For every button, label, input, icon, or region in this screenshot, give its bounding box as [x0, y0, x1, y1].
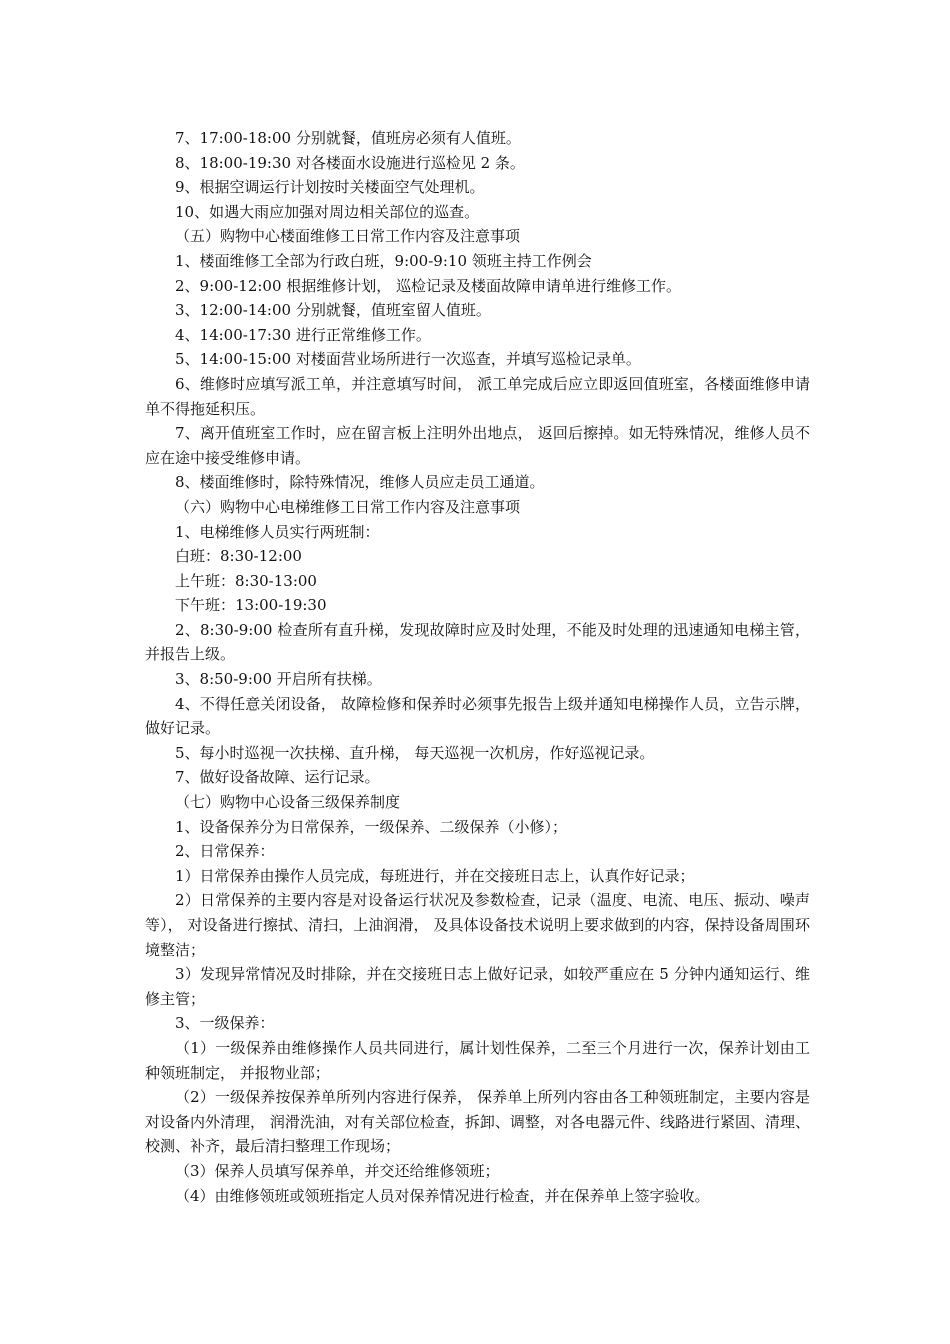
paragraph: 1）日常保养由操作人员完成，每班进行，并在交接班日志上，认真作好记录；: [175, 866, 695, 885]
paragraph: （2）一级保养按保养单所列内容进行保养， 保养单上所列内容由各工种领班制定，主要内容是对设备内外清理， 润滑洗油，对有关部位检查，拆卸、调整，对各电器元件、线路进行紧固、清理、校测、补齐，最后清扫整理工作现场；: [145, 1088, 810, 1156]
paragraph: 1、电梯维修人员实行两班制：: [175, 522, 380, 541]
paragraph: 3、一级保养：: [175, 1014, 275, 1033]
document-body: [145, 126, 810, 1208]
paragraph: 2、8:30-9:00 检查所有直升梯，发现故障时应及时处理，不能及时处理的迅速通知电梯主管，并报告上级。: [145, 620, 810, 664]
paragraph: 1、楼面维修工全部为行政白班，9:00-9:10 领班主持工作例会: [175, 251, 592, 270]
paragraph: 1、设备保养分为日常保养，一级保养、二级保养（小修）；: [175, 817, 568, 836]
section-heading: （六）购物中心电梯维修工日常工作内容及注意事项: [175, 497, 521, 516]
paragraph: （3）保养人员填写保养单，并交还给维修领班；: [175, 1161, 500, 1180]
paragraph: 7、做好设备故障、运行记录。: [175, 768, 380, 787]
paragraph: （4）由维修领班或领班指定人员对保养情况进行检查，并在保养单上签字验收。: [175, 1186, 710, 1205]
paragraph: 3、8:50-9:00 开启所有扶梯。: [175, 670, 382, 689]
paragraph: 3、12:00-14:00 分别就餐，值班室留人值班。: [175, 301, 491, 320]
paragraph: 3）发现异常情况及时排除，并在交接班日志上做好记录，如较严重应在 5 分钟内通知运行、维修主管；: [145, 965, 810, 1008]
section-heading: （五）购物中心楼面维修工日常工作内容及注意事项: [175, 227, 521, 246]
paragraph: 7、离开值班室工作时，应在留言板上注明外出地点， 返回后擦掉。如无特殊情况，维修人员不应在途中接受维修申请。: [145, 424, 810, 467]
paragraph: （1）一级保养由维修操作人员共同进行，属计划性保养，二至三个月进行一次，保养计划由工种领班制定， 并报物业部；: [145, 1038, 810, 1082]
paragraph: 上午班：8:30-13:00: [175, 571, 317, 590]
section-heading: （七）购物中心设备三级保养制度: [175, 793, 401, 812]
paragraph: 5、每小时巡视一次扶梯、直升梯， 每天巡视一次机房，作好巡视记录。: [175, 743, 655, 762]
paragraph: 2）日常保养的主要内容是对设备运行状况及参数检查，记录（温度、电流、电压、振动、噪声等）， 对设备进行擦拭、清扫，上油润滑， 及具体设备技术说明上要求做到的内容，保持设备周围环境整洁；: [145, 891, 810, 959]
paragraph: 4、14:00-17:30 进行正常维修工作。: [175, 325, 431, 344]
paragraph: 9、根据空调运行计划按时关楼面空气处理机。: [175, 178, 485, 197]
paragraph: 2、日常保养：: [175, 842, 275, 861]
paragraph: 下午班：13:00-19:30: [175, 596, 327, 615]
paragraph: 8、18:00-19:30 对各楼面水设施进行巡检见 2 条。: [175, 153, 525, 172]
paragraph: 4、不得任意关闭设备， 故障检修和保养时必须事先报告上级并通知电梯操作人员，立告示牌，做好记录。: [145, 694, 810, 738]
paragraph: 8、楼面维修时，除特殊情况，维修人员应走员工通道。: [175, 473, 545, 492]
paragraph: 白班：8:30-12:00: [175, 547, 302, 566]
paragraph: 10、如遇大雨应加强对周边相关部位的巡查。: [175, 202, 480, 221]
paragraph: 7、17:00-18:00 分别就餐，值班房必须有人值班。: [175, 129, 521, 147]
paragraph: 2、9:00-12:00 根据维修计划， 巡检记录及楼面故障申请单进行维修工作。: [175, 276, 682, 295]
paragraph: 5、14:00-15:00 对楼面营业场所进行一次巡查，并填写巡检记录单。: [175, 350, 641, 369]
paragraph: 6、维修时应填写派工单，并注意填写时间， 派工单完成后应立即返回值班室，各楼面维修申请单不得拖延积压。: [145, 374, 810, 418]
